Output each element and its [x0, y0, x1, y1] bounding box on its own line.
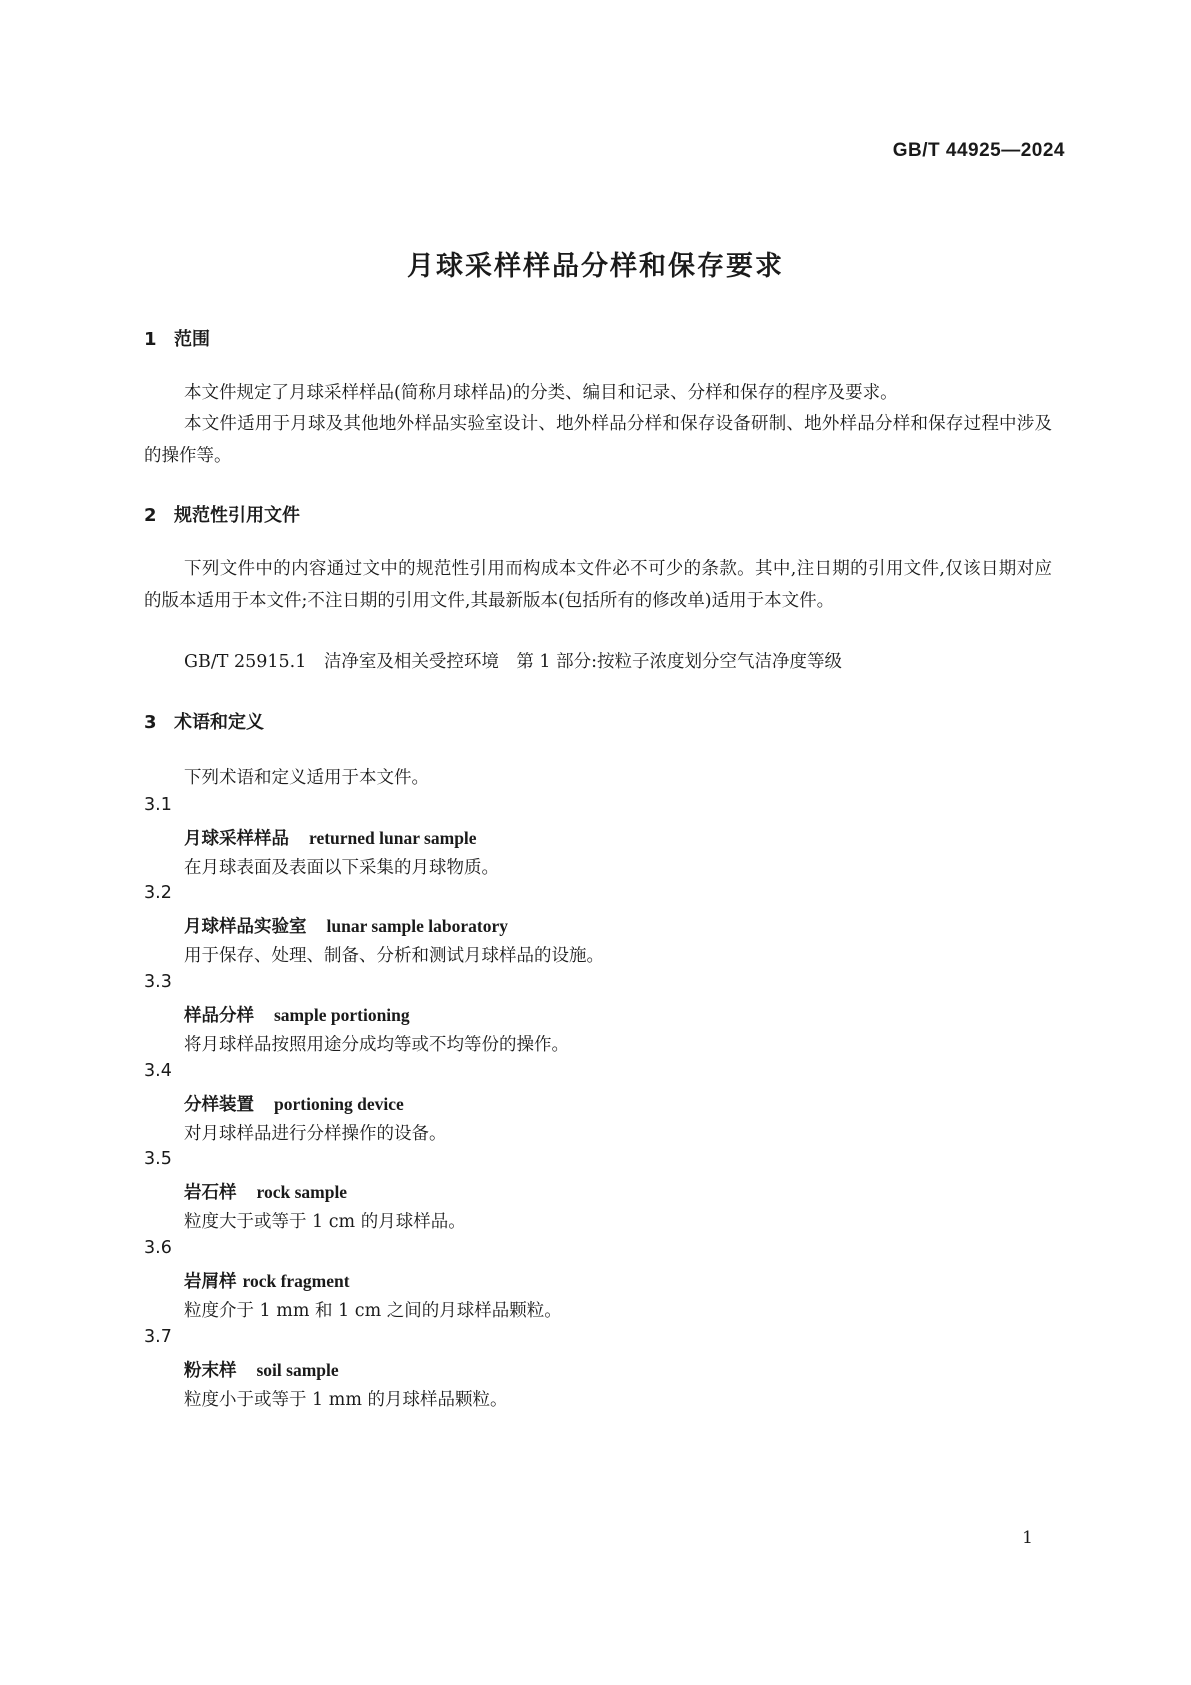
scope-paragraph-1: 本文件规定了月球采样样品(简称月球样品)的分类、编目和记录、分样和保存的程序及要求。 [184, 383, 898, 403]
term-chinese: 岩屑样 [184, 1272, 237, 1292]
term-english: rock sample [256, 1182, 348, 1202]
term-number: 3.2 [144, 883, 172, 903]
section-heading-normative [144, 501, 300, 527]
term-number: 3.4 [144, 1061, 172, 1081]
term-number: 3.5 [144, 1149, 172, 1169]
page-number: 1 [1022, 1528, 1033, 1548]
term-definition: 将月球样品按照用途分成均等或不均等份的操作。 [184, 1035, 569, 1055]
term-english: rock fragment [242, 1271, 350, 1291]
term-heading [184, 1002, 410, 1027]
document-title: 月球采样样品分样和保存要求 [407, 251, 784, 282]
term-english: lunar sample laboratory [326, 916, 508, 936]
term-chinese: 粉末样 [184, 1361, 237, 1381]
term-chinese: 岩石样 [184, 1183, 237, 1203]
term-definition: 对月球样品进行分样操作的设备。 [184, 1124, 447, 1144]
term-heading [184, 1091, 404, 1116]
normative-reference: GB/T 25915.1 洁净室及相关受控环境 第 1 部分:按粒子浓度划分空气洁净度等级 [184, 652, 842, 672]
term-definition: 粒度小于或等于 1 mm 的月球样品颗粒。 [184, 1390, 508, 1410]
terms-intro: 下列术语和定义适用于本文件。 [184, 768, 429, 788]
term-heading [184, 825, 477, 850]
term-heading [184, 913, 508, 938]
section-title: 范围 [174, 329, 210, 350]
term-english: portioning device [274, 1094, 404, 1114]
term-chinese: 月球采样样品 [184, 829, 289, 849]
section-number: 3 [144, 712, 157, 733]
term-definition: 用于保存、处理、制备、分析和测试月球样品的设施。 [184, 946, 604, 966]
term-chinese: 分样装置 [184, 1095, 254, 1115]
term-definition: 粒度大于或等于 1 cm 的月球样品。 [184, 1212, 466, 1232]
term-number: 3.7 [144, 1327, 172, 1347]
section-heading-scope [144, 325, 210, 351]
section-number: 2 [144, 505, 157, 526]
normative-paragraph: 下列文件中的内容通过文中的规范性引用而构成本文件必不可少的条款。其中,注日期的引用文件,仅该日期对应的版本适用于本文件;不注日期的引用文件,其最新版本(包括所有的修改单)适用于本文件。 [144, 559, 1052, 611]
term-heading [184, 1268, 350, 1293]
section-heading-terms [144, 708, 264, 734]
term-english: sample portioning [274, 1005, 410, 1025]
term-number: 3.1 [144, 795, 172, 815]
term-definition: 粒度介于 1 mm 和 1 cm 之间的月球样品颗粒。 [184, 1301, 562, 1321]
section-title: 术语和定义 [174, 712, 264, 733]
term-chinese: 样品分样 [184, 1006, 254, 1026]
term-number: 3.3 [144, 972, 172, 992]
term-definition: 在月球表面及表面以下采集的月球物质。 [184, 858, 499, 878]
term-english: soil sample [256, 1360, 339, 1380]
term-number: 3.6 [144, 1238, 172, 1258]
standard-code: GB/T 44925—2024 [892, 140, 1065, 161]
term-english: returned lunar sample [309, 828, 477, 848]
section-title: 规范性引用文件 [174, 505, 300, 526]
term-chinese: 月球样品实验室 [184, 917, 307, 937]
term-heading [184, 1357, 339, 1382]
term-heading [184, 1179, 347, 1204]
scope-paragraph-2: 本文件适用于月球及其他地外样品实验室设计、地外样品分样和保存设备研制、地外样品分样和保存过程中涉及的操作等。 [144, 414, 1052, 466]
section-number: 1 [144, 329, 157, 350]
